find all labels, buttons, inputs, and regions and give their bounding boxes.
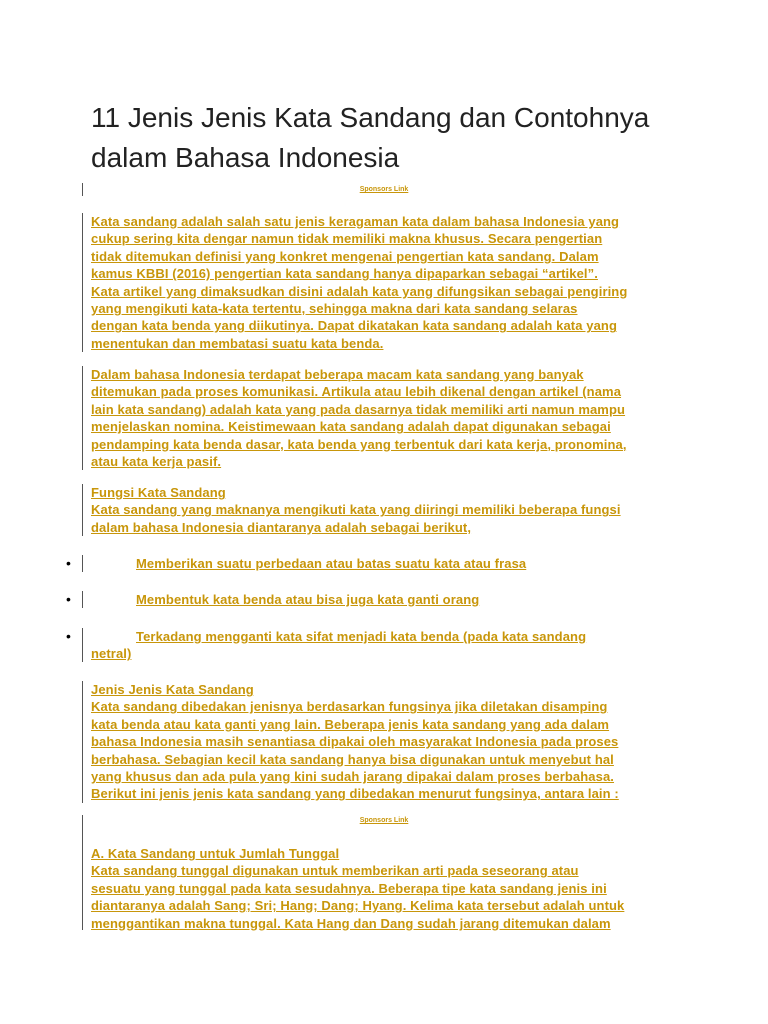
text-line[interactable]: Kata sandang yang maknanya mengikuti kata yang diiringi memiliki beberapa fungsi (91, 502, 621, 518)
text-line[interactable]: menggantikan makna tunggal. Kata Hang dan Dang sudah jarang ditemukan dalam (91, 915, 611, 931)
text-line[interactable]: cukup sering kita dengar namun tidak memiliki makna khusus. Secara pengertian (91, 231, 603, 247)
section-heading[interactable]: A. Kata Sandang untuk Jumlah Tunggal (91, 846, 340, 861)
title-line: dalam Bahasa Indonesia (91, 142, 400, 173)
text-line[interactable]: lain kata sandang) adalah kata yang pada dasarnya tidak memiliki arti namun mampu (91, 401, 626, 417)
text-line[interactable]: Dalam bahasa Indonesia terdapat beberapa macam kata sandang yang banyak (91, 367, 584, 382)
sponsors-link[interactable]: Sponsors Link (359, 817, 409, 824)
text-line[interactable]: ditemukan pada proses komunikasi. Artikula atau lebih dikenal dengan artikel (nama (91, 384, 622, 400)
list-item[interactable] (136, 555, 526, 572)
text-line[interactable]: yang mengikuti kata-kata tertentu, sehingga makna dari kata sandang selaras (91, 301, 578, 317)
paragraph-macam[interactable] (82, 366, 627, 470)
text-line[interactable]: kamus KBBI (2016) pengertian kata sandang hanya dipaparkan sebagai “artikel”. (91, 266, 598, 282)
text-line[interactable]: kata benda atau kata ganti yang lain. Beberapa jenis kata sandang yang ada dalam (91, 716, 610, 732)
section-jenis[interactable] (82, 681, 619, 803)
text-line[interactable]: Kata sandang dibedakan jenisnya berdasarkan fungsinya jika diletakan disamping (91, 699, 608, 715)
divider (82, 591, 83, 608)
title-line: 11 Jenis Jenis Kata Sandang dan Contohnya (91, 102, 650, 133)
text-line[interactable]: dengan kata benda yang diikutinya. Dapat dikatakan kata sandang adalah kata yang (91, 318, 617, 334)
section-fungsi[interactable] (82, 484, 621, 536)
bullet-icon: • (66, 591, 71, 607)
bullet-icon: • (66, 555, 71, 571)
list-item-text[interactable]: Membentuk kata benda atau bisa juga kata ganti orang (136, 592, 480, 607)
section-heading[interactable]: Fungsi Kata Sandang (91, 485, 226, 500)
section-heading[interactable]: Jenis Jenis Kata Sandang (91, 682, 254, 697)
text-line[interactable]: tidak ditemukan definisi yang konkret mengenai pengertian kata sandang. Dalam (91, 248, 599, 264)
text-line[interactable]: menjelaskan nomina. Keistimewaan kata sandang adalah dapat digunakan sebagai (91, 419, 611, 435)
list-item-text[interactable]: netral) (91, 646, 132, 662)
paragraph-intro[interactable] (82, 213, 627, 352)
text-line[interactable]: bahasa Indonesia masih senantiasa dipakai oleh masyarakat Indonesia pada proses (91, 734, 619, 750)
section-a[interactable] (82, 845, 624, 932)
text-line[interactable]: Kata sandang adalah salah satu jenis keragaman kata dalam bahasa Indonesia yang (91, 214, 620, 229)
text-line[interactable]: atau kata kerja pasif. (91, 454, 222, 470)
divider (82, 628, 83, 662)
text-line[interactable]: Kata artikel yang dimaksudkan disini adalah kata yang difungsikan sebagai pengiring (91, 283, 628, 299)
list-item-text[interactable]: Terkadang mengganti kata sifat menjadi kata benda (pada kata sandang (136, 629, 587, 644)
text-line[interactable]: sesuatu yang tunggal pada kata sesudahnya. Beberapa tipe kata sandang jenis ini (91, 880, 607, 896)
sponsors-link[interactable]: Sponsors Link (359, 186, 409, 193)
divider (82, 555, 83, 572)
bullet-icon: • (66, 628, 71, 644)
text-line[interactable]: Berikut ini jenis jenis kata sandang yang dibedakan menurut fungsinya, antara lain : (91, 786, 619, 802)
list-item-text[interactable]: Memberikan suatu perbedaan atau batas suatu kata atau frasa (136, 556, 527, 571)
text-line[interactable]: berbahasa. Sebagian kecil kata sandang hanya bisa digunakan untuk menyebut hal (91, 751, 614, 767)
list-item[interactable] (136, 591, 479, 608)
text-line[interactable]: Kata sandang tunggal digunakan untuk memberikan arti pada seseorang atau (91, 863, 579, 879)
text-line[interactable]: dalam bahasa Indonesia diantaranya adalah sebagai berikut, (91, 519, 472, 535)
text-line[interactable]: pendamping kata benda dasar, kata benda yang terbentuk dari kata kerja, pronomina, (91, 436, 627, 452)
page-title (91, 98, 649, 178)
text-line[interactable]: diantaranya adalah Sang; Sri; Hang; Dang; Hyang. Kelima kata tersebut adalah untuk (91, 898, 625, 914)
list-item[interactable] (91, 628, 586, 663)
text-line[interactable]: menentukan dan membatasi suatu kata benda. (91, 335, 384, 351)
text-line[interactable]: yang khusus dan ada pula yang kini sudah jarang dipakai dalam proses berbahasa. (91, 769, 615, 785)
